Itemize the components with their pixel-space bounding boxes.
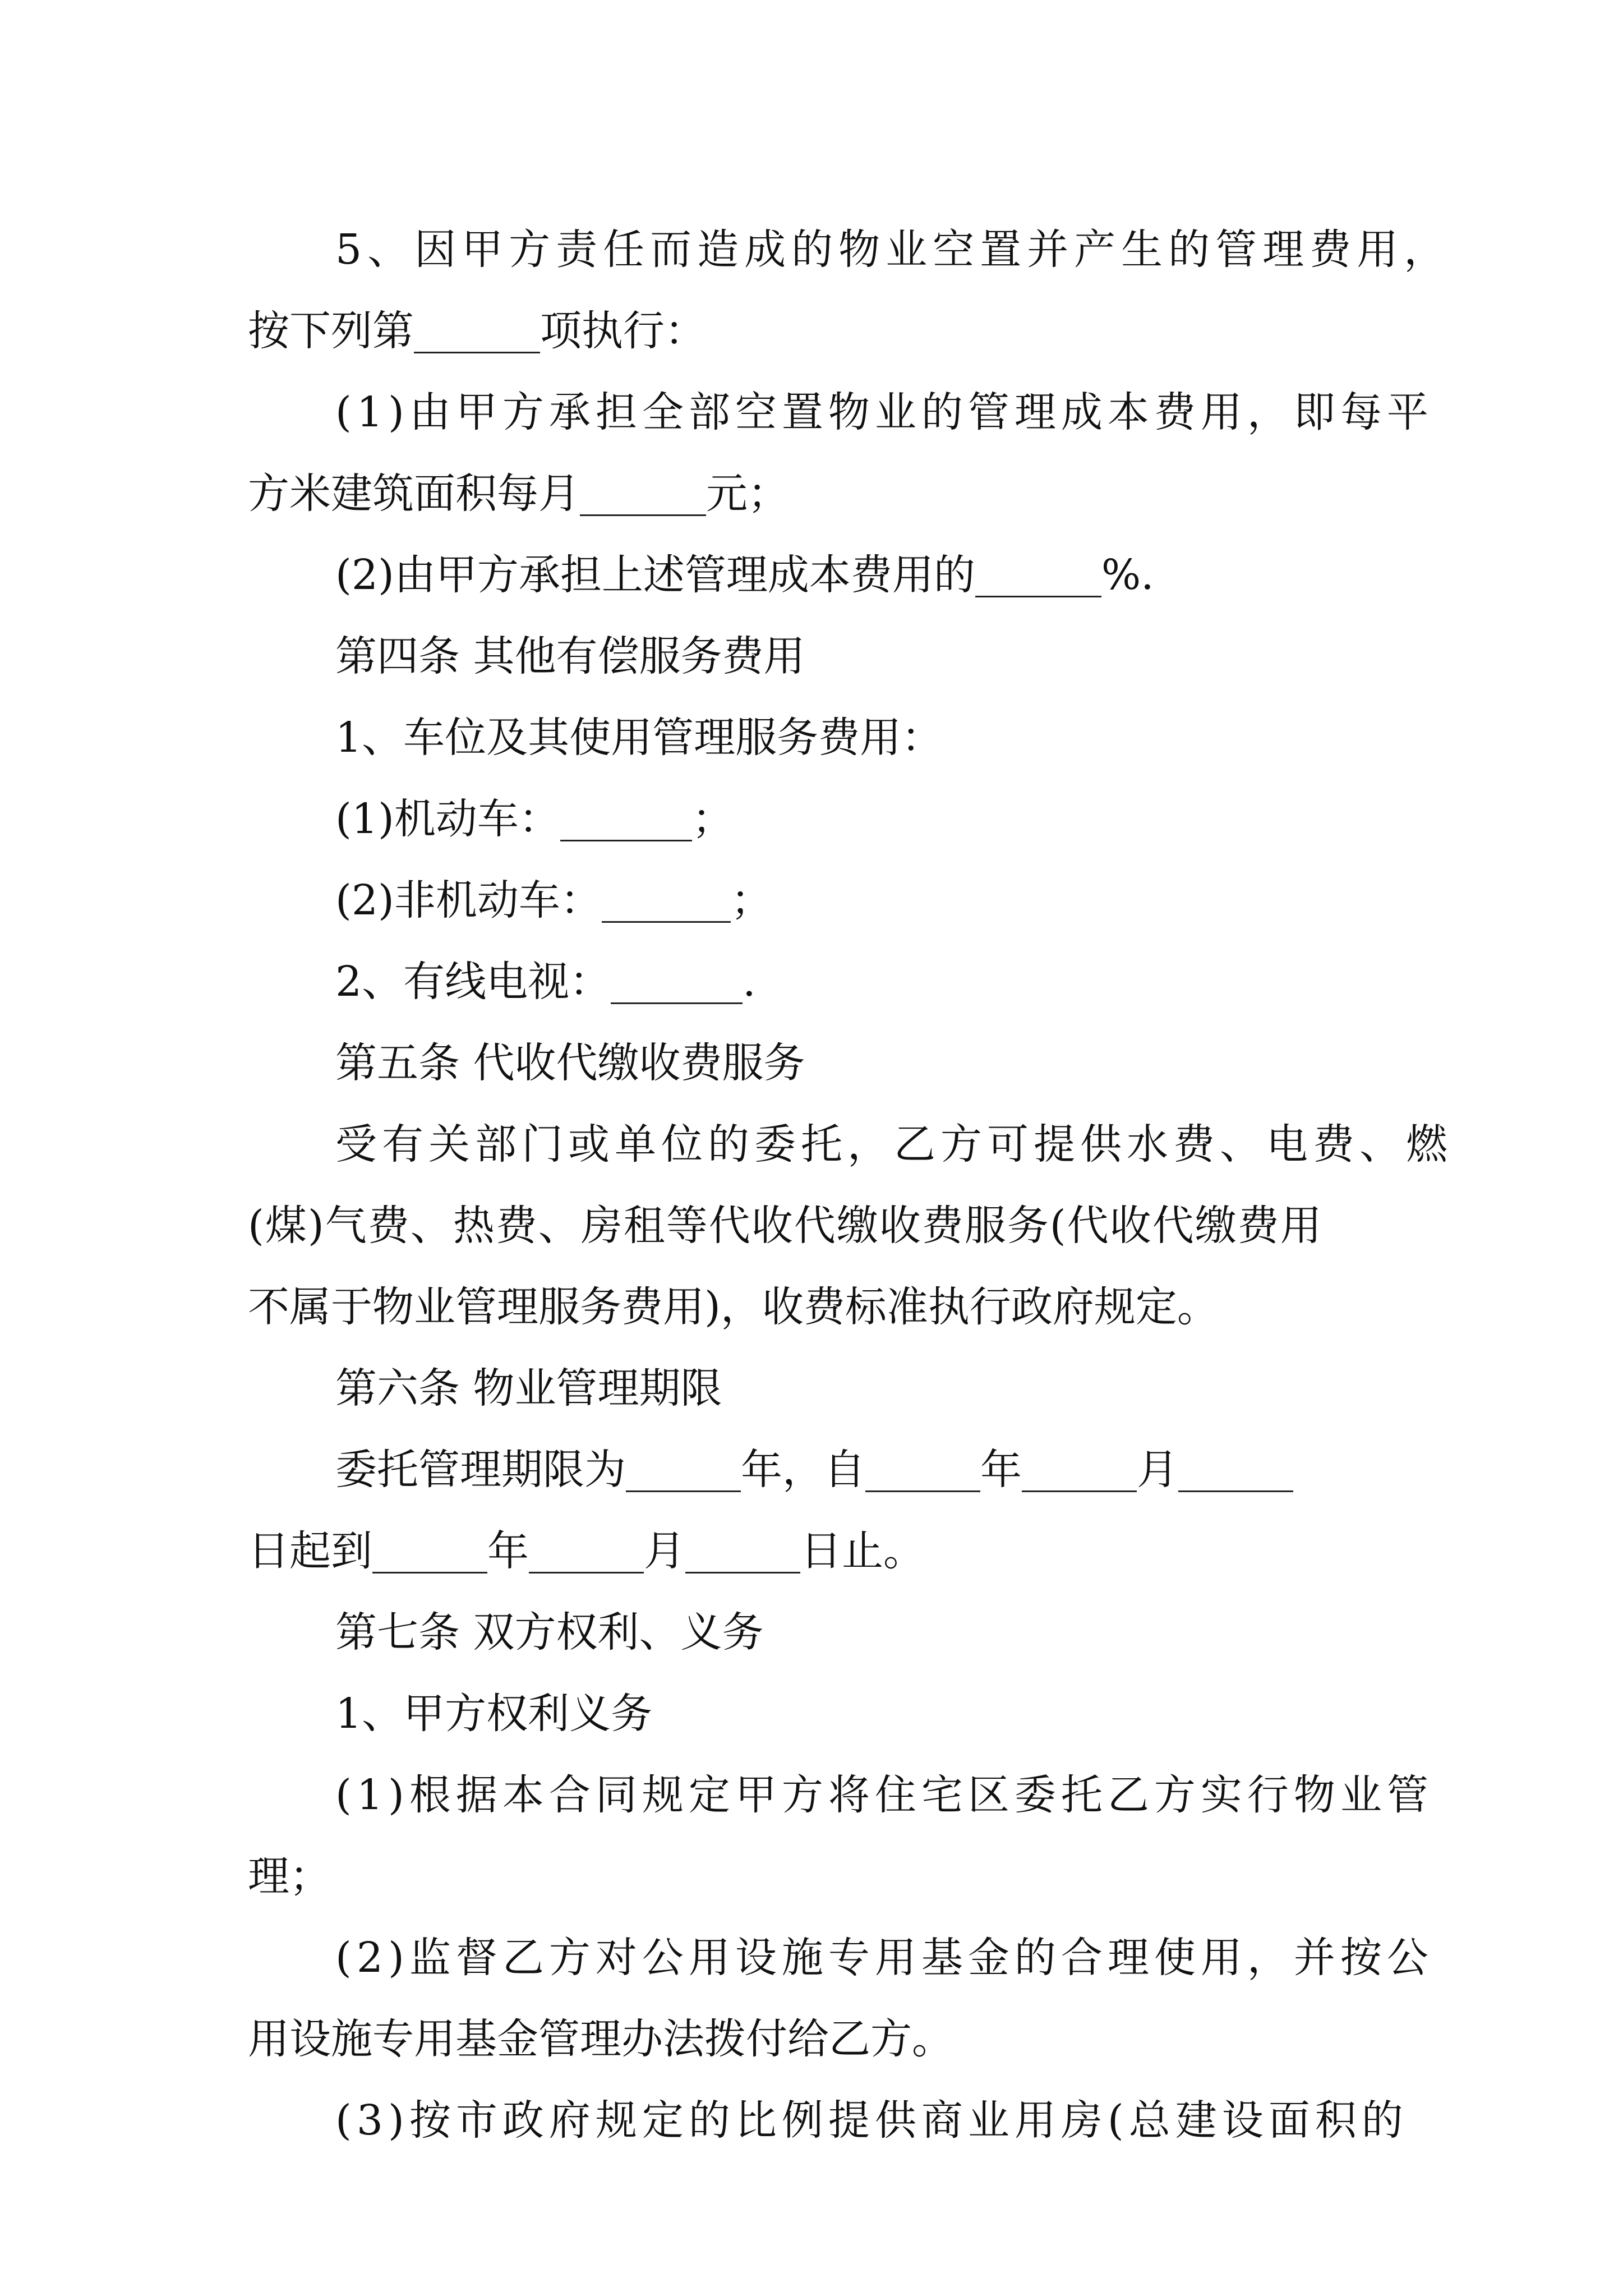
text-segment: 项执行：	[540, 307, 706, 355]
text-segment: (2)由甲方承担上述管理成本费用的	[335, 551, 975, 599]
paragraph-line	[0, 544, 1623, 606]
paragraph-line	[0, 2090, 1623, 2151]
text-segment: 方米建筑面积每月	[248, 470, 580, 518]
text-segment: 委托管理期限为	[335, 1446, 626, 1494]
text-segment: 5、因甲方责任而造成的物业空置并产生的管理费用，	[335, 226, 1451, 274]
fill-blank[interactable]	[560, 788, 692, 841]
paragraph-line	[0, 1927, 1623, 1989]
paragraph-line	[0, 1439, 1623, 1501]
text-segment: 月	[1137, 1446, 1178, 1494]
paragraph-line	[0, 381, 1623, 443]
text-segment: 第五条 代收代缴收费服务	[335, 1039, 805, 1087]
fill-blank[interactable]	[1178, 1439, 1293, 1492]
fill-blank[interactable]	[602, 869, 731, 923]
article-heading	[0, 1602, 1623, 1663]
paragraph-line	[0, 1195, 1623, 1257]
text-segment: ；	[730, 876, 772, 924]
text-segment: (2)监督乙方对公用设施专用基金的合理使用，并按公	[335, 1934, 1433, 1982]
paragraph-line	[0, 1764, 1623, 1826]
fill-blank[interactable]	[685, 1520, 800, 1573]
fill-blank[interactable]	[372, 1520, 487, 1573]
text-segment: 第七条 双方权利、义务	[335, 1608, 764, 1657]
text-segment: .	[743, 958, 756, 1006]
fill-blank[interactable]	[865, 1439, 980, 1492]
text-segment: 1、甲方权利义务	[335, 1690, 653, 1738]
paragraph-line	[0, 2008, 1623, 2070]
text-segment: 年	[487, 1527, 529, 1575]
paragraph-line	[0, 1683, 1623, 1745]
fill-blank[interactable]	[414, 300, 540, 353]
text-segment: 按下列第	[248, 307, 414, 355]
paragraph-line	[0, 300, 1623, 362]
fill-blank[interactable]	[529, 1520, 644, 1573]
article-heading	[0, 1358, 1623, 1419]
paragraph-line	[0, 1520, 1623, 1582]
fill-blank[interactable]	[580, 463, 706, 516]
text-segment: (1)机动车：	[335, 795, 560, 843]
paragraph-line	[0, 219, 1623, 280]
text-segment: 1、车位及其使用管理服务费用：	[335, 714, 943, 762]
paragraph-line	[0, 1846, 1623, 1907]
text-segment: (1)根据本合同规定甲方将住宅区委托乙方实行物业管	[335, 1771, 1433, 1819]
article-heading	[0, 1032, 1623, 1094]
text-segment: 第四条 其他有偿服务费用	[335, 632, 805, 680]
text-segment: 受有关部门或单位的委托，乙方可提供水费、电费、燃	[335, 1120, 1453, 1168]
text-segment: 年	[980, 1446, 1022, 1494]
fill-blank[interactable]	[975, 544, 1101, 597]
paragraph-line	[0, 1276, 1623, 1338]
paragraph-line	[0, 707, 1623, 769]
text-segment: 用设施专用基金管理办法拨付给乙方。	[248, 2015, 953, 2063]
fill-blank[interactable]	[626, 1439, 741, 1492]
text-segment: 不属于物业管理服务费用)，收费标准执行政府规定。	[248, 1283, 1219, 1331]
paragraph-line	[0, 1114, 1623, 1175]
text-segment: (3)按市政府规定的比例提供商业用房(总建设面积的	[335, 2096, 1408, 2145]
text-segment: 年，自	[741, 1446, 865, 1494]
text-segment: 日止。	[800, 1527, 925, 1575]
text-segment: 日起到	[248, 1527, 372, 1575]
paragraph-line	[0, 463, 1623, 524]
paragraph-line	[0, 951, 1623, 1013]
article-heading	[0, 625, 1623, 687]
text-segment: (1)由甲方承担全部空置物业的管理成本费用，即每平	[335, 388, 1433, 436]
text-segment: %.	[1101, 551, 1154, 599]
paragraph-line	[0, 869, 1623, 931]
text-segment: ；	[691, 795, 734, 843]
text-segment: (煤)气费、热费、房租等代收代缴收费服务(代收代缴费用	[248, 1202, 1323, 1250]
text-segment: 2、有线电视：	[335, 958, 611, 1006]
text-segment: (2)非机动车：	[335, 876, 602, 924]
text-segment: 月	[644, 1527, 685, 1575]
paragraph-line	[0, 788, 1623, 850]
text-segment: 第六条 物业管理期限	[335, 1364, 722, 1412]
text-segment: 元；	[706, 470, 789, 518]
fill-blank[interactable]	[1022, 1439, 1137, 1492]
fill-blank[interactable]	[611, 951, 743, 1004]
text-segment: 理；	[248, 1852, 331, 1901]
